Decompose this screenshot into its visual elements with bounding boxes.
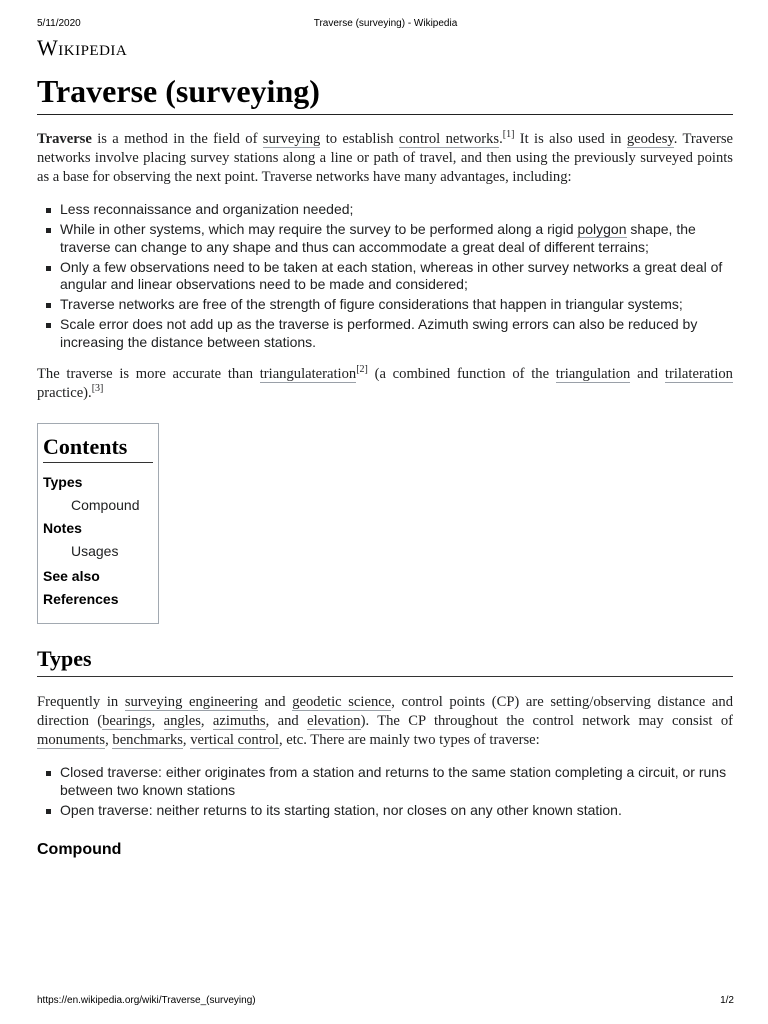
article-body	[37, 130, 733, 859]
link-triangulation[interactable]: triangulation	[555, 366, 631, 382]
ref-2[interactable]: [2]	[356, 364, 368, 375]
print-date: 5/11/2020	[37, 18, 81, 29]
toc-item-compound[interactable]: Compound	[71, 497, 140, 513]
wikipedia-wordmark[interactable]: Wikipedia	[37, 35, 128, 60]
toc-item-notes[interactable]: Notes	[43, 520, 82, 536]
link-triangulateration[interactable]: triangulateration	[259, 366, 357, 382]
advantages-list	[37, 201, 733, 351]
ref-3[interactable]: [3]	[91, 383, 104, 394]
list-item: Closed traverse: either originates from a station and returns to the same station completing a circuit, or runs between two known stations	[37, 764, 733, 799]
list-item: Traverse networks are free of the strength of figure considerations that happen in triangular systems;	[37, 296, 733, 314]
link-bearings[interactable]: bearings	[102, 713, 152, 729]
list-item: Scale error does not add up as the traverse is performed. Azimuth swing errors can also be reduced by increasing the distance between stations.	[37, 316, 733, 351]
link-angles[interactable]: angles	[163, 713, 201, 729]
accuracy-paragraph: The traverse is more accurate than triangulateration[2] (a combined function of the triangulation and trilateration practice).[3]	[37, 364, 733, 401]
link-surveying-engineering[interactable]: surveying engineering	[124, 694, 258, 710]
link-geodetic-science[interactable]: geodetic science	[292, 694, 392, 710]
table-of-contents	[37, 423, 159, 624]
list-item: While in other systems, which may require the survey to be performed along a rigid polygon shape, the traverse can change to any shape and thus can accommodate a great deal of different terrains;	[37, 221, 733, 256]
types-paragraph: Frequently in surveying engineering and geodetic science, control points (CP) are setting/observing distance and direction (bearings, angles, azimuths, and elevation). The CP throughout the control network may consist of monuments, benchmarks, vertical control, etc. There are mainly two types of traverse:	[37, 694, 734, 748]
print-footer	[37, 995, 734, 1009]
link-control-networks[interactable]: control networks	[398, 131, 500, 147]
link-geodesy[interactable]: geodesy	[626, 131, 674, 147]
list-item: Open traverse: neither returns to its starting station, nor closes on any other known station.	[37, 802, 733, 820]
toc-item-usages[interactable]: Usages	[71, 543, 119, 559]
toc-title: Contents	[43, 434, 153, 463]
link-elevation[interactable]: elevation	[307, 713, 361, 729]
ref-1[interactable]: [1]	[502, 129, 515, 140]
link-surveying[interactable]: surveying	[262, 131, 321, 147]
bold-term: Traverse	[37, 131, 92, 147]
compound-heading: Compound	[37, 841, 122, 858]
print-document-title: Traverse (surveying) - Wikipedia	[313, 18, 458, 29]
link-polygon[interactable]: polygon	[577, 221, 627, 237]
traverse-types-list	[37, 764, 733, 819]
types-heading: Types	[37, 642, 733, 677]
toc-item-references[interactable]: References	[43, 591, 119, 607]
link-trilateration[interactable]: trilateration	[664, 366, 733, 382]
toc-item-see-also[interactable]: See also	[43, 568, 100, 584]
toc-item-types[interactable]: Types	[43, 474, 83, 490]
list-item: Only a few observations need to be taken at each station, whereas in other survey networks a great deal of angular and linear observations need to be made and considered;	[37, 259, 733, 294]
print-url[interactable]: https://en.wikipedia.org/wiki/Traverse_(surveying)	[37, 995, 256, 1006]
intro-paragraph: Traverse is a method in the field of surveying to establish control networks.[1] It is also used in geodesy. Traverse networks involve placing survey stations along a line or path of travel, and then using the previously surveyed points as a base for observing the next point. Traverse networks have many advantages, including:	[37, 129, 733, 185]
list-item: Less reconnaissance and organization needed;	[37, 201, 733, 219]
page-title: Traverse (surveying)	[37, 70, 733, 115]
link-benchmarks[interactable]: benchmarks	[112, 732, 183, 748]
print-page-number: 1/2	[720, 995, 734, 1006]
link-azimuths[interactable]: azimuths	[212, 713, 266, 729]
print-header	[37, 18, 734, 32]
link-monuments[interactable]: monuments	[37, 732, 106, 748]
link-vertical-control[interactable]: vertical control	[190, 732, 279, 748]
